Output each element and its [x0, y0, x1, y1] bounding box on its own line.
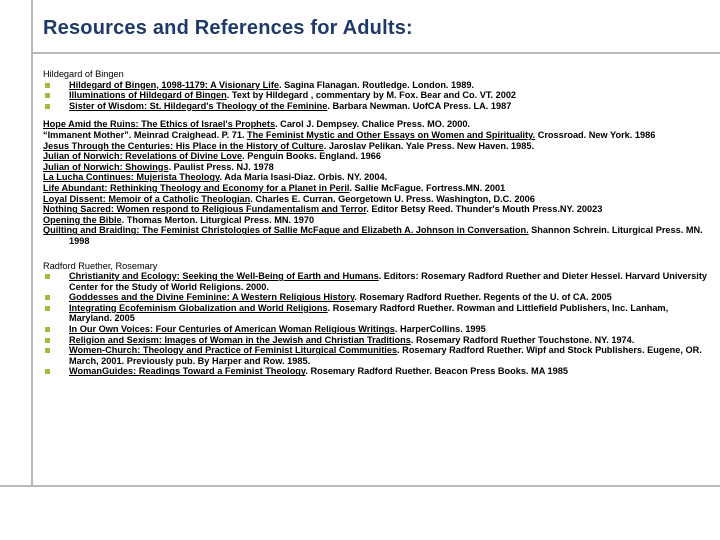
title-underline-rule	[31, 52, 720, 54]
list-item: WomanGuides: Readings Toward a Feminist Theology. Rosemary Radford Ruether. Beacon Press Books. MA 1985	[43, 366, 711, 377]
list-item: Hildegard of Bingen, 1098-1179: A Visionary Life. Sagina Flanagan. Routledge. London. 1989.	[43, 80, 711, 91]
list-item: Sister of Wisdom: St. Hildegard's Theology of the Feminine. Barbara Newman. UofCA Press. LA. 1987	[43, 101, 711, 112]
reference-entry: La Lucha Continues: Mujerista Theology. Ada Maria Isasi-Diaz. Orbis. NY. 2004.	[43, 172, 388, 183]
left-vertical-rule	[31, 0, 33, 486]
reference-content	[43, 69, 711, 385]
section-heading-ruether: Radford Ruether, Rosemary	[43, 260, 158, 271]
list-item: Integrating Ecofeminism Globalization and World Religions. Rosemary Radford Ruether. Rowman and Littlefield Publishers, Inc. Lanham, Maryland. 2005	[43, 303, 711, 324]
list-item: Christianity and Ecology: Seeking the Well-Being of Earth and Humans. Editors: Rosemary Radford Ruether and Dieter Hessel. Harvard University Center for the Study of World Religions. 2000.	[43, 271, 711, 292]
list-item: Goddesses and the Divine Feminine: A Western Religious History. Rosemary Radford Ruether. Regents of the U. of CA. 2005	[43, 292, 711, 303]
section-heading-hildegard: Hildegard of Bingen	[43, 69, 124, 79]
reference-entry: Opening the Bible. Thomas Merton. Liturgical Press. MN. 1970	[43, 214, 315, 225]
page-title: Resources and References for Adults:	[43, 17, 413, 39]
list-item: Religion and Sexism: Images of Woman in the Jewish and Christian Traditions. Rosemary Radford Ruether Touchstone. NY. 1974.	[43, 335, 711, 346]
hildegard-section	[43, 69, 711, 111]
reference-entry: Life Abundant: Rethinking Theology and Economy for a Planet in Peril. Sallie McFague. Fortress.MN. 2001	[43, 182, 506, 193]
reference-entry: “Immanent Mother”. Meinrad Craighead. P. 71. The Feminist Mystic and Other Essays on Women and Spirituality. Crossroad. New York. 1986	[43, 129, 656, 140]
bottom-rule	[0, 485, 720, 487]
reference-entry: Quilting and Braiding: The Feminist Christologies of Sallie McFague and Elizabeth A. Johnson in Conversation. Shannon Schrein. Liturgical Press. MN. 1998	[43, 225, 703, 246]
reference-entry: Hope Amid the Ruins: The Ethics of Israel's Prophets. Carol J. Dempsey. Chalice Press. MO. 2000.	[43, 119, 470, 130]
list-item: Women-Church: Theology and Practice of Feminist Liturgical Communities. Rosemary Radford Ruether. Wipf and Stock Publishers. Eugene, OR. March, 2001. Previously pub. By Harper and Row. 1985.	[43, 345, 711, 366]
reference-entry: Loyal Dissent: Memoir of a Catholic Theologian. Charles E. Curran. Georgetown U. Press. Washington, D.C. 2006	[43, 193, 535, 204]
ruether-section	[43, 261, 711, 378]
references-section	[43, 119, 711, 246]
list-item: In Our Own Voices: Four Centuries of American Woman Religious Writings. HarperCollins. 1995	[43, 324, 711, 335]
reference-entry: Nothing Sacred: Women respond to Religious Fundamentalism and Terror. Editor Betsy Reed. Thunder's Mouth Press.NY. 20023	[43, 204, 603, 215]
reference-entry: Julian of Norwich: Revelations of Divine Love. Penguin Books. England. 1966	[43, 151, 381, 162]
reference-entry: Julian of Norwich: Showings. Paulist Press. NJ. 1978	[43, 161, 274, 172]
list-item: Illuminations of Hildegard of Bingen. Text by Hildegard , commentary by M. Fox. Bear and Co. VT. 2002	[43, 90, 711, 101]
reference-entry: Jesus Through the Centuries: His Place in the History of Culture. Jaroslav Pelikan. Yale Press. New Haven. 1985.	[43, 140, 535, 151]
